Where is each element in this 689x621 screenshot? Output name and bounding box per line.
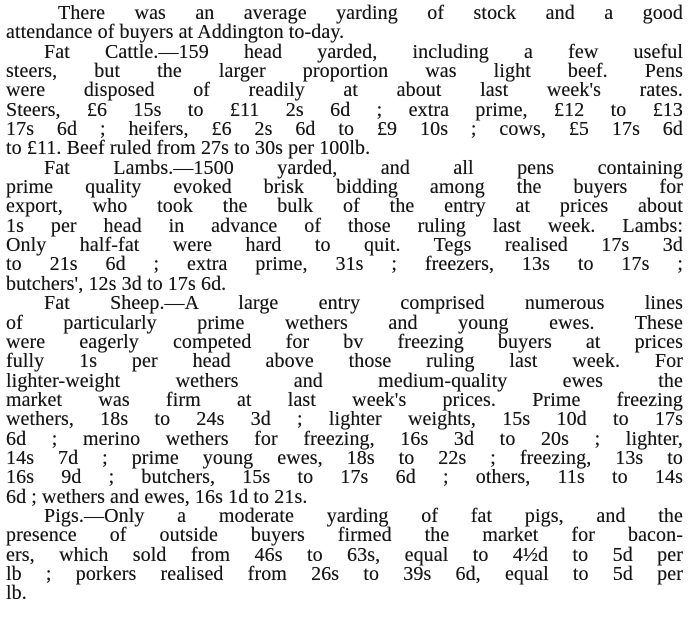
text-line: export, who took the bulk of the entry at prices about	[6, 195, 683, 218]
text-line: ers, which sold from 46s to 63s, equal to 4½d to 5d per	[6, 543, 683, 566]
text-line: Steers, £6 15s to £11 2s 6d ; extra prime, £12 to £13	[6, 98, 683, 121]
text-line: lighter-weight wethers and medium-quality ewes the	[6, 369, 683, 392]
paragraph-pigs	[6, 504, 683, 605]
text-line: 14s 7d ; prime young ewes, 18s to 22s ; freezing, 13s to	[6, 446, 683, 469]
text-line: to 21s 6d ; extra prime, 31s ; freezers, 13s to 17s ;	[6, 253, 683, 276]
paragraph-intro	[6, 4, 683, 43]
text-line: butchers', 12s 3d to 17s 6d.	[6, 272, 227, 295]
text-line: 6d ; merino wethers for freezing, 16s 3d to 20s ; lighter,	[6, 427, 683, 450]
text-line: 17s 6d ; heifers, £6 2s 6d to £9 10s ; cows, £5 17s 6d	[6, 118, 683, 141]
text-line: wethers, 18s to 24s 3d ; lighter weights, 15s 10d to 17s	[6, 408, 683, 431]
text-line: market was firm at last week's prices. Prime freezing	[6, 388, 683, 411]
text-line: to £11. Beef ruled from 27s to 30s per 100lb.	[6, 137, 371, 160]
text-line: steers, but the larger proportion was light beef. Pens	[6, 60, 683, 83]
paragraph-fat-lambs	[6, 156, 683, 295]
text-line: 6d ; wethers and ewes, 16s 1d to 21s.	[6, 485, 308, 508]
text-line: presence of outside buyers firmed the market for bacon-	[6, 524, 683, 547]
text-line: fully 1s per head above those ruling last week. For	[6, 350, 683, 373]
text-line: were eagerly competed for bv freezing buyers at prices	[6, 330, 683, 353]
text-line: Fat Lambs.—1500 yarded, and all pens containing	[44, 156, 683, 179]
text-line: prime quality evoked brisk bidding among the buyers for	[6, 176, 683, 199]
text-line: 1s per head in advance of those ruling last week. Lambs:	[6, 214, 683, 237]
text-line: 16s 9d ; butchers, 15s to 17s 6d ; others, 11s to 14s	[6, 466, 683, 489]
text-line: lb.	[6, 582, 27, 605]
text-line: of particularly prime wethers and young ewes. These	[6, 311, 683, 334]
text-line: Only half-fat were hard to quit. Tegs realised 17s 3d	[6, 234, 683, 257]
text-line: Fat Cattle.—159 head yarded, including a few useful	[44, 40, 683, 63]
text-line: Pigs.—Only a moderate yarding of fat pigs, and the	[44, 504, 683, 527]
text-line: There was an average yarding of stock and a good	[58, 2, 683, 24]
text-line: Fat Sheep.—A large entry comprised numerous lines	[44, 292, 683, 315]
paragraph-fat-sheep	[6, 294, 683, 507]
paragraph-fat-cattle	[6, 40, 683, 160]
text-line: lb ; porkers realised from 26s to 39s 6d, equal to 5d per	[6, 562, 683, 585]
text-line: attendance of buyers at Addington to-day.	[6, 21, 345, 44]
text-line: were disposed of readily at about last week's rates.	[6, 79, 683, 102]
